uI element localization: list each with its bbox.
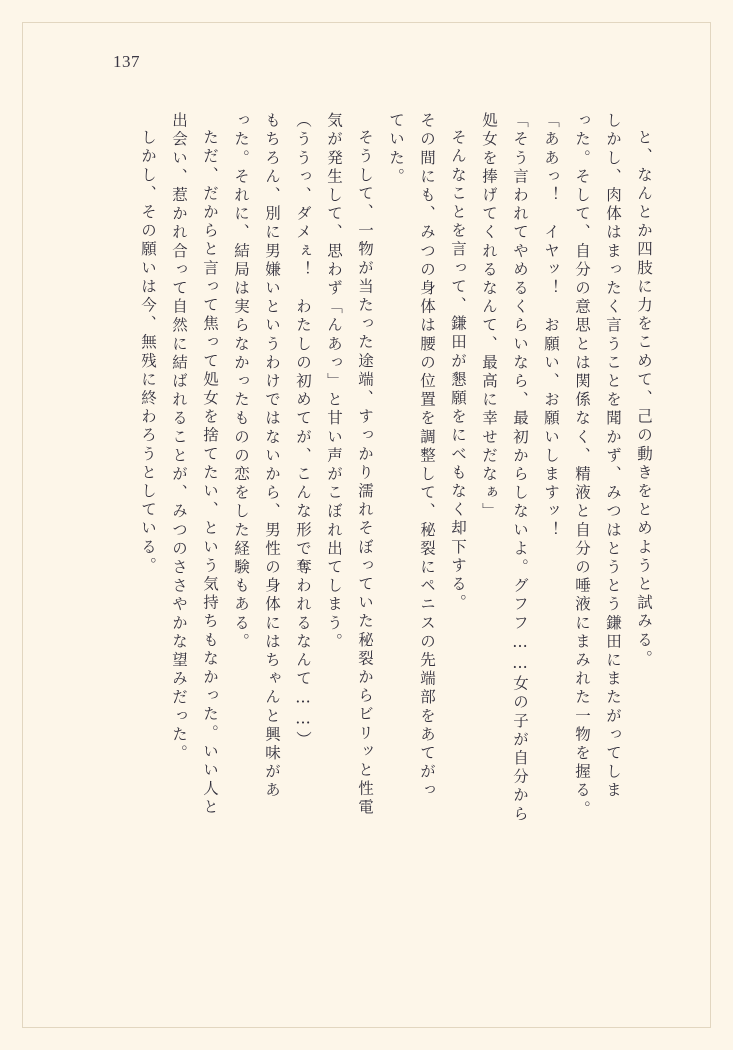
text-line: そうして、一物が当たった途端、すっかり濡れそぼっていた秘裂からビリッと性電 [356, 129, 374, 818]
text-line: 気が発生して、思わず「んあっ」と甘い声がこぼれ出てしまう。 [325, 112, 343, 652]
text-line: そんなことを言って、鎌田が懇願をにべもなく却下する。 [449, 129, 467, 613]
text-line: しかし、肉体はまったく言うことを聞かず、みつはとうとう鎌田にまたがってしま [604, 112, 622, 801]
text-line: その間にも、みつの身体は腰の位置を調整して、秘裂にペニスの先端部をあてがっ [418, 112, 436, 801]
text-line: 出会い、惹かれ合って自然に結ばれることが、みつのささやかな望みだった。 [170, 112, 188, 763]
page-number: 137 [113, 52, 140, 71]
text-line: ていた。 [387, 112, 405, 187]
text-line: と、なんとか四肢に力をこめて、己の動きをとめようと試みる。 [635, 129, 653, 669]
text-line: もちろん、別に男嫌いというわけではないから、男性の身体にはちゃんと興味があ [263, 112, 281, 801]
text-line: 「ああっ！ イヤッ！ お願い、お願いしますッ！ [542, 112, 560, 540]
text-line: しかし、その願いは今、無残に終わろうとしている。 [139, 129, 157, 576]
text-line: 処女を捧げてくれるなんて、最高に幸せだなぁ」 [480, 112, 498, 522]
text-line: ただ、だからと言って焦って処女を捨てたい、という気持ちもなかった。いい人と [201, 129, 219, 818]
body-text [68, 112, 659, 957]
text-line: 「そう言われてやめるくらいなら、最初からしないよ。グフフ……女の子が自分から [511, 112, 529, 824]
text-line: った。そして、自分の意思とは関係なく、精液と自分の唾液にまみれた一物を握る。 [573, 112, 591, 819]
text-line: （ううっ、ダメぇ！ わたしの初めてが、こんな形で奪われるなんて……） [294, 112, 312, 750]
text-line: った。それに、結局は実らなかったものの恋をした経験もある。 [232, 112, 250, 652]
